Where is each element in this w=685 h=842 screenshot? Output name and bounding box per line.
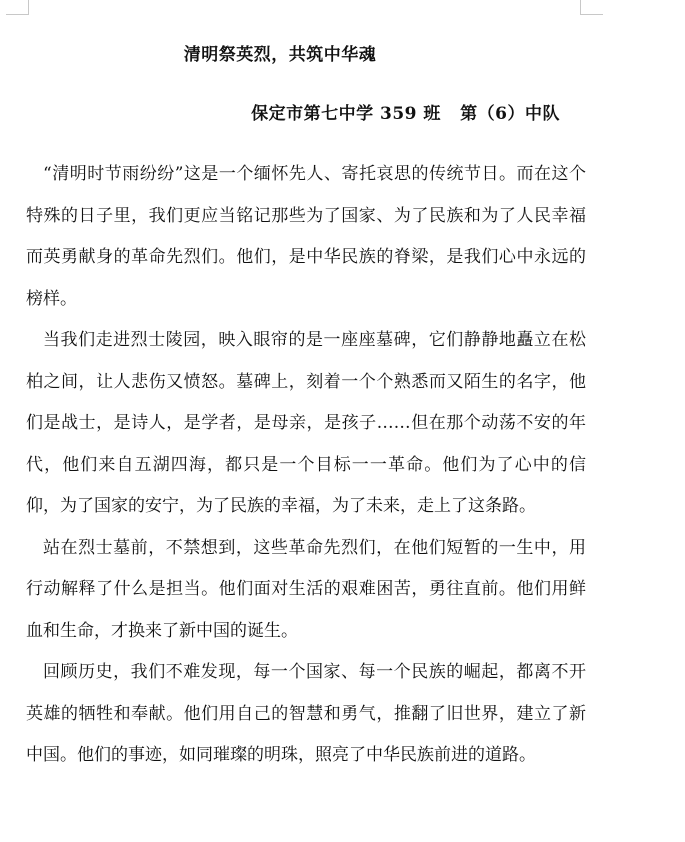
body-paragraph: 回顾历史，我们不难发现，每一个国家、每一个民族的崛起，都离不开英雄的牺牲和奉献。他们用自己的智慧和勇气，推翻了旧世界，建立了新中国。他们的事迹，如同璀璨的明珠，照亮了中华民族前进的道路。 xyxy=(26,662,586,765)
body-paragraph: 当我们走进烈士陵园，映入眼帘的是一座座墓碑，它们静静地矗立在松柏之间，让人悲伤又愤怒。墓碑上，刻着一个个熟悉而又陌生的名字，他们是战士，是诗人，是学者，是母亲，是孩子……但在那个动荡不安的年代，他们来自五湖四海，都只是一个目标一一革命。他们为了心中的信仰，为了国家的安宁，为了民族的幸福，为了未来，走上了这条路。 xyxy=(26,330,586,516)
document-body xyxy=(26,154,586,777)
body-paragraph: “清明时节雨纷纷”这是一个缅怀先人、寄托哀思的传统节日。而在这个特殊的日子里，我们更应当铭记那些为了国家、为了民族和为了人民幸福而英勇献身的革命先烈们。他们，是中华民族的脊梁，是我们心中永远的榜样。 xyxy=(26,164,586,309)
document-title: 清明祭英烈，共筑中华魂 xyxy=(183,45,377,65)
page-corner-mark-left xyxy=(6,0,29,15)
document-byline: 保定市第七中学 359 班 第（6）中队 xyxy=(251,104,560,124)
body-paragraph: 站在烈士墓前，不禁想到，这些革命先烈们，在他们短暂的一生中，用行动解释了什么是担当。他们面对生活的艰难困苦，勇往直前。他们用鲜血和生命，才换来了新中国的诞生。 xyxy=(26,537,586,641)
page-corner-mark-right xyxy=(580,0,603,15)
